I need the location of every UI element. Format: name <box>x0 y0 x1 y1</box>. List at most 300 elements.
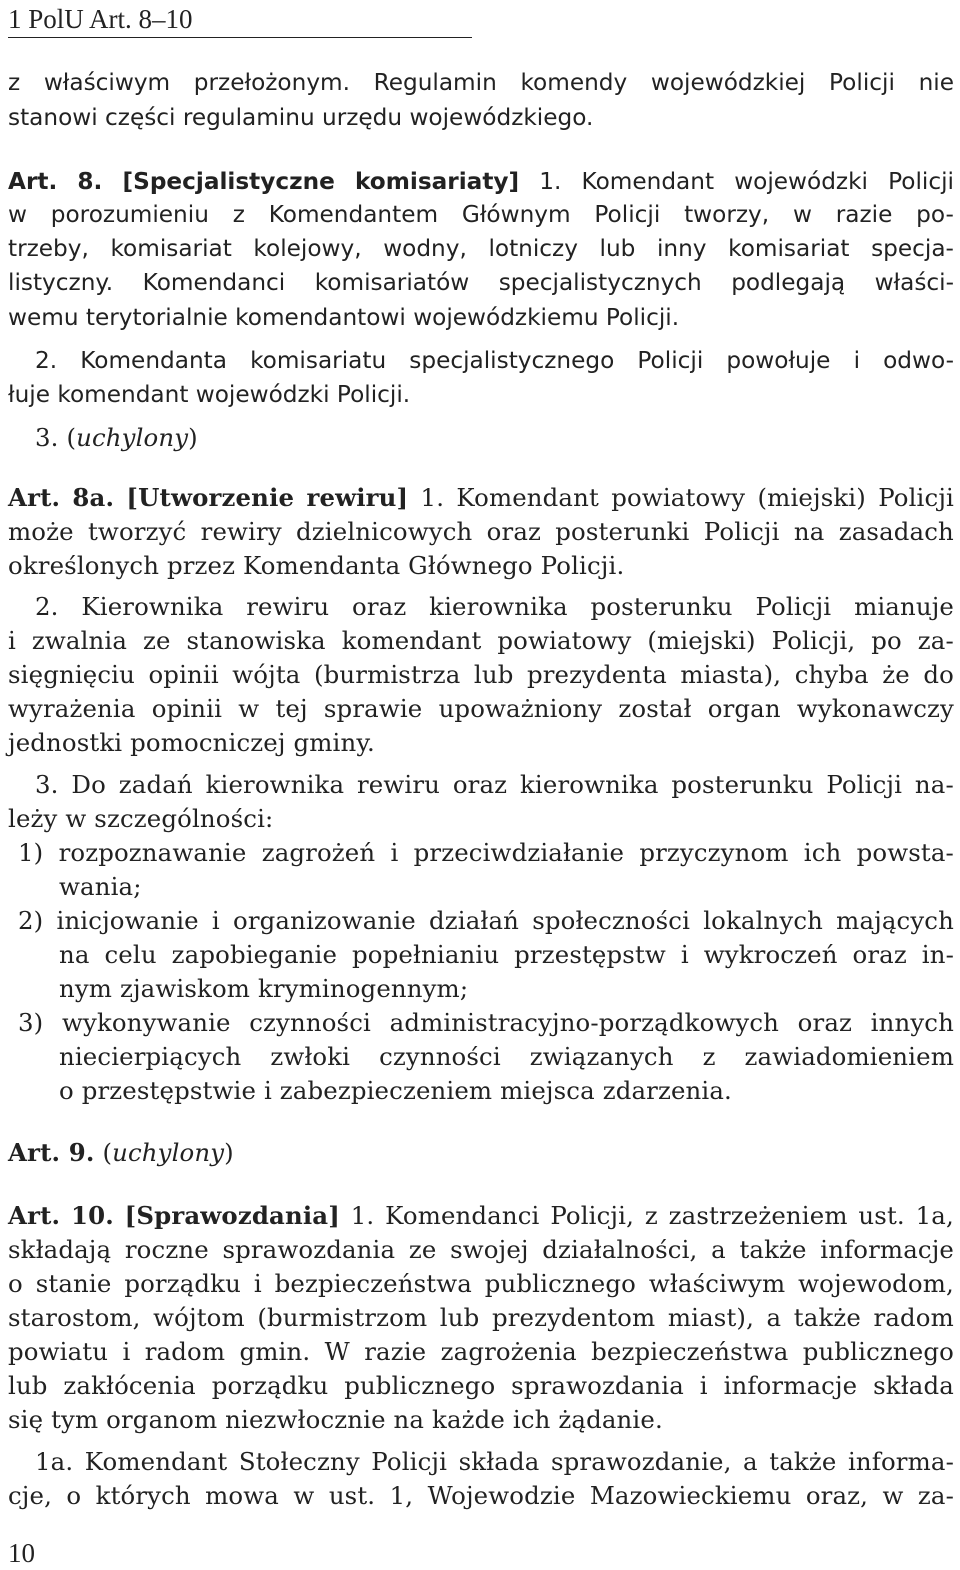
word <box>874 1301 954 1335</box>
article-heading: Art. <box>8 483 61 512</box>
text-run: specjalistycznych <box>498 269 702 296</box>
text-line <box>8 1369 954 1403</box>
word <box>44 66 170 100</box>
word <box>440 1301 480 1335</box>
text-run: ) <box>224 1138 234 1167</box>
text-run: łuje komendant wojewódzki Policji. <box>8 381 411 408</box>
text-run: kierownika <box>429 592 568 621</box>
text-run: Do <box>71 770 106 799</box>
text-run: inicjowanie <box>56 906 199 935</box>
word <box>836 198 893 232</box>
word <box>35 1445 73 1479</box>
word <box>172 938 337 972</box>
word <box>871 1006 954 1040</box>
text-run: wojewódzki <box>734 168 868 195</box>
text-line <box>8 481 954 515</box>
word <box>8 515 74 549</box>
word <box>364 1335 426 1369</box>
word <box>839 515 954 549</box>
text-run: zapobieganie <box>171 940 338 969</box>
word <box>72 481 114 515</box>
word <box>306 481 408 515</box>
word <box>711 1233 726 1267</box>
text-run: nym zjawiskom kryminogennym; <box>59 974 469 1003</box>
text-run: mających <box>836 906 954 935</box>
text-run: 2. <box>35 592 59 621</box>
text-run: sprawie <box>323 694 423 723</box>
text-run: stanowi części regulaminu urzędu wojewódzkiego. <box>8 104 594 131</box>
word <box>385 1199 539 1233</box>
article-heading: rewiru] <box>306 483 409 512</box>
word <box>703 1040 716 1074</box>
text-run: oraz <box>352 592 407 621</box>
text-run: wykonawczy <box>796 694 954 723</box>
text-run: posterunki <box>555 517 690 546</box>
text-line <box>8 1301 954 1335</box>
text-run: organizowanie <box>233 906 416 935</box>
word <box>542 1233 697 1267</box>
word <box>657 232 707 266</box>
text-run: w <box>882 1481 904 1510</box>
text-run: lub <box>439 1303 480 1332</box>
word <box>858 1199 904 1233</box>
word <box>769 1445 836 1479</box>
word <box>80 344 227 378</box>
text-run: a <box>743 1447 758 1476</box>
header-rule <box>8 37 472 38</box>
word <box>143 624 171 658</box>
word <box>668 1301 754 1335</box>
text-line <box>8 1267 954 1301</box>
text-run: prezydenta <box>526 660 667 689</box>
page-number: 10 <box>8 1538 35 1568</box>
text-run: porządku <box>124 1269 241 1298</box>
text-line <box>59 972 468 1006</box>
text-run: za- <box>917 626 954 655</box>
text-line <box>8 726 375 760</box>
word <box>459 1445 540 1479</box>
text-run: składa <box>458 1447 540 1476</box>
text-run: wojewódzkiej <box>650 69 806 96</box>
text-run: zagrożenia <box>440 1337 577 1366</box>
word <box>492 1301 655 1335</box>
word <box>474 658 514 692</box>
text-run: wójtom <box>153 1303 245 1332</box>
word <box>497 624 631 658</box>
text-run: do <box>923 660 954 689</box>
text-run: rewiry <box>200 517 282 546</box>
word <box>125 1233 209 1267</box>
text-run: listyczny. <box>8 269 114 296</box>
word <box>853 938 907 972</box>
word <box>57 904 199 938</box>
text-run: podlegają <box>731 269 846 296</box>
word <box>8 198 27 232</box>
text-run: sprawozdania <box>511 1371 684 1400</box>
word <box>637 344 703 378</box>
text-run: działalności, <box>542 1235 698 1264</box>
word <box>390 836 398 870</box>
text-line <box>59 1040 954 1074</box>
text-line <box>8 266 954 300</box>
text-run: przeciwdziałanie <box>413 838 625 867</box>
word <box>882 658 910 692</box>
word <box>62 1006 231 1040</box>
text-run: Regulamin <box>373 69 497 96</box>
text-run: z <box>702 1042 716 1071</box>
text-run: mowa <box>205 1481 279 1510</box>
word <box>153 1301 245 1335</box>
text-run: Mazowieckiemu <box>589 1481 792 1510</box>
text-line <box>8 1233 954 1267</box>
text-run: czynności <box>249 1008 371 1037</box>
word <box>857 836 954 870</box>
word <box>680 658 781 692</box>
word <box>8 1479 52 1513</box>
text-run: z <box>644 1201 658 1230</box>
word <box>254 1267 262 1301</box>
text-line <box>8 101 593 135</box>
word <box>594 198 660 232</box>
text-run: Policji <box>829 69 895 96</box>
text-run: właściwym <box>43 69 171 96</box>
text-run: wyrażenia <box>8 694 136 723</box>
word <box>794 515 825 549</box>
word <box>429 904 519 938</box>
word <box>755 590 831 624</box>
text-run: zastrzeżeniem <box>668 1201 848 1230</box>
word <box>806 1479 868 1513</box>
word <box>71 1199 114 1233</box>
text-line <box>59 938 954 972</box>
text-run: i <box>122 1337 131 1366</box>
word <box>671 768 813 802</box>
word <box>731 266 845 300</box>
text-run: Kierownika <box>81 592 224 621</box>
text-run: dzielnicowych <box>296 517 473 546</box>
text-run: rewiru <box>356 770 441 799</box>
word <box>734 165 868 199</box>
text-run: Policji <box>703 517 780 546</box>
text-run: w <box>238 694 260 723</box>
word <box>804 836 842 870</box>
word <box>240 1335 311 1369</box>
word <box>8 1267 23 1301</box>
word <box>487 515 541 549</box>
text-run: rozpoznawanie <box>58 838 247 867</box>
text-run: o <box>66 1481 82 1510</box>
text-run: kierownika <box>205 770 345 799</box>
text-line <box>8 232 954 266</box>
text-run: (burmistrza <box>313 660 461 689</box>
text-run: 1a, <box>915 1201 954 1230</box>
word <box>8 692 136 726</box>
text-run: społeczności <box>532 906 691 935</box>
text-line <box>18 904 954 938</box>
word <box>649 1267 785 1301</box>
text-run: Stołeczny <box>238 1447 360 1476</box>
word <box>918 1479 954 1513</box>
text-run: ( <box>94 1138 113 1167</box>
word <box>390 1479 414 1513</box>
word <box>201 515 282 549</box>
text-line <box>8 1479 954 1513</box>
word <box>85 1445 228 1479</box>
word <box>293 1479 314 1513</box>
word <box>878 481 954 515</box>
word <box>923 658 954 692</box>
word <box>883 344 954 378</box>
word <box>915 768 954 802</box>
word <box>18 836 43 870</box>
text-run: zwłoki <box>270 1042 351 1071</box>
text-run: posterunku <box>590 592 733 621</box>
word <box>428 1479 576 1513</box>
text-run: z <box>8 69 21 96</box>
text-line <box>18 836 954 870</box>
text-run: inny <box>656 235 707 262</box>
text-run: 1. <box>539 168 562 195</box>
word <box>8 1301 141 1335</box>
text-run: ust. <box>328 1481 376 1510</box>
article-heading: [Utworzenie <box>126 483 295 512</box>
word <box>269 198 438 232</box>
text-run: Policji, <box>550 1201 634 1230</box>
text-line <box>35 344 954 378</box>
word <box>745 1040 954 1074</box>
text-run: Komendant <box>84 1447 228 1476</box>
text-run: właści- <box>874 269 954 296</box>
text-run: uchylony <box>112 1138 225 1167</box>
word <box>530 1040 674 1074</box>
word <box>916 1199 954 1233</box>
text-run: powiatu <box>8 1337 109 1366</box>
text-run: Komendanci <box>385 1201 540 1230</box>
text-run: zadań <box>118 770 193 799</box>
word <box>88 515 186 549</box>
text-line <box>35 421 198 455</box>
word <box>270 1040 350 1074</box>
text-line <box>8 165 954 199</box>
text-run: Policji <box>878 483 954 512</box>
word <box>439 692 603 726</box>
word <box>205 1479 279 1513</box>
text-run: ze <box>142 626 171 655</box>
text-line <box>35 1445 954 1479</box>
text-run: in- <box>921 940 954 969</box>
word <box>8 1199 60 1233</box>
word <box>591 590 733 624</box>
text-run: Policji, <box>771 626 856 655</box>
text-run: opinii <box>148 660 219 689</box>
text-run: może <box>8 517 74 546</box>
word <box>409 1233 437 1267</box>
word <box>351 1199 375 1233</box>
word <box>421 481 445 515</box>
text-run: także <box>739 1235 807 1264</box>
text-run: innych <box>870 1008 954 1037</box>
text-run: zakłócenia <box>63 1371 196 1400</box>
word <box>820 1233 954 1267</box>
article-heading: komisariaty] <box>355 168 520 195</box>
word <box>450 1233 529 1267</box>
text-run: zasadach <box>838 517 954 546</box>
word <box>871 624 902 658</box>
text-run: kolejowy, <box>253 235 362 262</box>
word <box>527 658 667 692</box>
word <box>826 768 902 802</box>
word <box>233 198 245 232</box>
text-run: Komendanci <box>142 269 286 296</box>
text-run: Głównym <box>461 201 571 228</box>
word <box>249 1006 371 1040</box>
text-run: 2) <box>18 906 44 935</box>
text-line <box>35 768 954 802</box>
word <box>700 1369 708 1403</box>
article-heading: Art. 9. <box>8 1138 95 1167</box>
text-run: wodny, <box>383 235 467 262</box>
text-run: składają <box>8 1235 112 1264</box>
article-heading: Art. <box>8 1201 61 1230</box>
text-run: także <box>793 1303 861 1332</box>
word <box>848 1445 954 1479</box>
word <box>836 904 954 938</box>
word <box>550 1199 634 1233</box>
word <box>532 904 690 938</box>
text-run: przełożonym. <box>193 69 350 96</box>
word <box>854 590 954 624</box>
text-run: rewiru <box>246 592 330 621</box>
word <box>600 232 636 266</box>
text-run: komendant <box>341 626 482 655</box>
text-run: popełnianiu <box>352 940 500 969</box>
text-run: radom <box>144 1337 226 1366</box>
text-run: sprawozdania <box>222 1235 396 1264</box>
word <box>429 590 568 624</box>
word <box>555 515 689 549</box>
text-run: o przestępstwie i zabezpieczeniem miejsca zdarzenia. <box>59 1076 732 1105</box>
text-run: komisariat <box>110 235 232 262</box>
article-heading: 10. <box>70 1201 114 1230</box>
text-run: po <box>871 626 902 655</box>
word <box>8 1369 48 1403</box>
word <box>238 692 259 726</box>
text-run: i <box>8 626 16 655</box>
text-run: określonych przez Komendanta Głównego Policji. <box>8 551 625 580</box>
word <box>485 1267 636 1301</box>
text-run: komisariatu <box>250 347 387 374</box>
text-run: roczne <box>124 1235 209 1264</box>
word <box>296 515 472 549</box>
text-run: i <box>853 347 861 374</box>
word <box>726 344 830 378</box>
text-line <box>8 515 954 549</box>
text-run: wójta <box>232 660 301 689</box>
text-run: ust. <box>858 1201 905 1230</box>
word <box>232 658 300 692</box>
text-run: w <box>8 201 27 228</box>
text-run: 3. ( <box>35 423 77 452</box>
word <box>8 481 60 515</box>
text-line <box>8 66 954 100</box>
text-run: w <box>792 201 812 228</box>
word <box>453 768 507 802</box>
text-run: wykonywanie <box>61 1008 231 1037</box>
word <box>793 198 812 232</box>
word <box>795 658 869 692</box>
word <box>794 1301 861 1335</box>
word <box>250 344 386 378</box>
word <box>645 1199 658 1233</box>
text-run: publicznego <box>344 1371 496 1400</box>
text-run: komisariat <box>728 235 850 262</box>
text-run: trzeby, <box>8 235 89 262</box>
text-run: na- <box>914 770 954 799</box>
text-run: kierownika <box>519 770 659 799</box>
text-run: których <box>95 1481 191 1510</box>
text-run: posterunku <box>671 770 814 799</box>
word <box>233 904 416 938</box>
text-run: się tym organom niezwłocznie na każde ich żądanie. <box>8 1405 663 1434</box>
word <box>110 232 231 266</box>
word <box>275 1267 472 1301</box>
word <box>8 658 135 692</box>
text-run: razie <box>364 1337 427 1366</box>
text-run: organ <box>707 694 781 723</box>
word <box>352 938 499 972</box>
word <box>105 938 157 972</box>
text-run: odwo- <box>883 347 954 374</box>
word <box>758 481 866 515</box>
text-run: zwalnia <box>31 626 128 655</box>
text-run: Komendanta <box>80 347 227 374</box>
text-run: i <box>253 1269 262 1298</box>
text-run: 1a. <box>35 1447 74 1476</box>
word <box>194 66 350 100</box>
text-run: lub <box>8 1371 48 1400</box>
word <box>875 266 954 300</box>
text-run: mianuje <box>854 592 954 621</box>
text-run: że <box>882 660 910 689</box>
word <box>708 692 781 726</box>
word <box>618 692 691 726</box>
word <box>148 658 218 692</box>
text-run: powsta- <box>856 838 954 867</box>
text-run: powiatowy <box>497 626 632 655</box>
word <box>871 232 954 266</box>
text-run: wemu terytorialnie komendantowi wojewódzkiemu Policji. <box>8 304 680 331</box>
text-run: po- <box>916 201 954 228</box>
text-run: opinii <box>151 694 223 723</box>
word <box>324 692 423 726</box>
text-run: Policji <box>371 1447 448 1476</box>
text-run: miasta), <box>680 660 782 689</box>
text-run: leży w szczególności: <box>8 804 274 833</box>
word <box>212 904 220 938</box>
text-run: miast), <box>667 1303 754 1332</box>
text-run: Wojewodzie <box>427 1481 576 1510</box>
word <box>441 1335 577 1369</box>
text-run: sprawozdanie, <box>550 1447 732 1476</box>
text-run: porozumieniu <box>50 201 209 228</box>
word <box>51 198 209 232</box>
text-run: chyba <box>794 660 869 689</box>
word <box>143 266 286 300</box>
text-run: Komendantem <box>268 201 439 228</box>
word <box>829 66 895 100</box>
word <box>126 481 294 515</box>
word <box>772 624 856 658</box>
